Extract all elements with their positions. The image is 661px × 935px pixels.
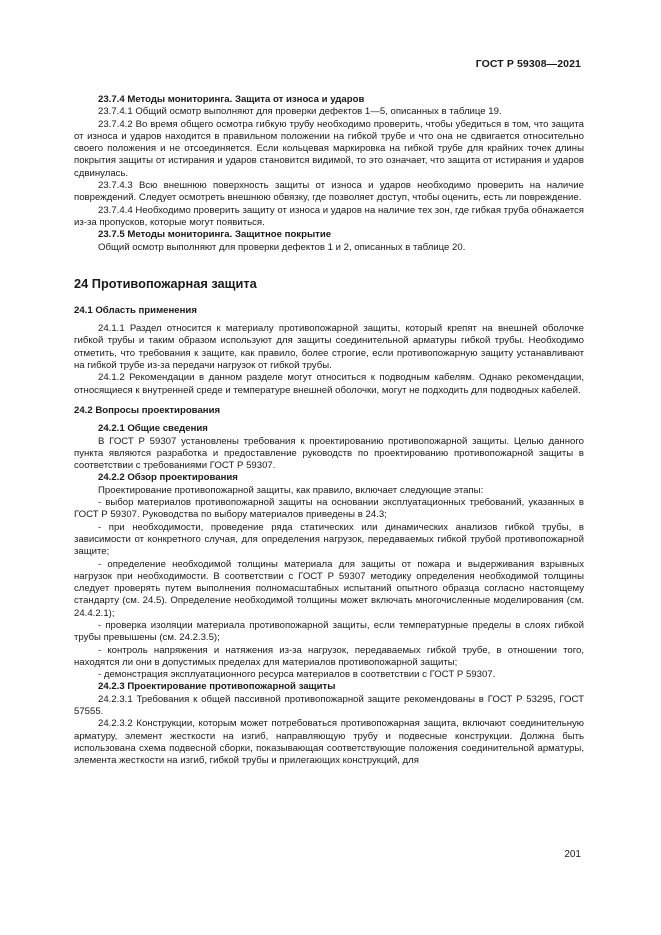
paragraph: - демонстрация эксплуатационного ресурса материалов в соответствии с ГОСТ Р 59307.: [98, 669, 496, 681]
paragraph: 24.1.2 Рекомендации в данном разделе могут относиться к подводным кабелям. Однако рекомендации, относящиеся к внутренней среде и температуре внешней оболочки, могут не подходить для подводных кабелей.: [74, 372, 584, 396]
paragraph: В ГОСТ Р 59307 установлены требования к проектированию противопожарной защиты. Целью данного пункта являются разработка и предоставление руководств по проектированию противопожарной защиты в соответствии с требованиями ГОСТ Р 59307.: [74, 435, 584, 472]
subsection-heading: 24.1 Область применения: [74, 304, 197, 316]
paragraph: - проверка изоляции материала противопожарной защиты, если температурные пределы в слоях гибкой трубы превышены (см. 24.2.3.5);: [74, 619, 584, 644]
paragraph: 23.7.4.3 Всю внешнюю поверхность защиты от износа и ударов необходимо проверить на наличие повреждений. Следует осмотреть внешнюю обвязку, где позволяет доступ, чтобы оценить, есть ли повреждение.: [74, 180, 584, 204]
document-body: [74, 94, 584, 768]
paragraph: - при необходимости, проведение ряда статических или динамических анализов гибкой трубы, в зависимости от конкретного случая, для определения нагрузок, передаваемых гибкой трубой противопожарной защите;: [74, 521, 584, 558]
subsection-heading: 24.2.1 Общие сведения: [98, 423, 208, 435]
subsection-heading: 24.2.2 Обзор проектирования: [98, 472, 238, 484]
document-header: ГОСТ Р 59308—2021: [475, 58, 581, 70]
paragraph: 24.2.3.1 Требования к общей пассивной противопожарной защите рекомендованы в ГОСТ Р 53295, ГОСТ 57555.: [74, 693, 584, 718]
subsection-heading: 24.2 Вопросы проектирования: [74, 404, 221, 416]
paragraph: - определение необходимой толщины материала для защиты от пожара и выдерживания взрывных нагрузок при необходимости. В соответствии с ГОСТ Р 59307 методику определения необходимой толщины следует проверять путем выполнения полномасштабных испытаний опытного образца согласно настоящему стандарту (см. 24.5). Определение необходимой толщины может включать многочисленные моделирования (см. 24.4.2.1);: [74, 558, 584, 619]
paragraph: 23.7.4.1 Общий осмотр выполняют для проверки дефектов 1—5, описанных в таблице 19.: [98, 106, 502, 118]
subsection-heading: 23.7.5 Методы мониторинга. Защитное покрытие: [98, 229, 332, 241]
paragraph: - выбор материалов противопожарной защиты на основании эксплуатационных требований, указанных в ГОСТ Р 59307. Руководства по выбору материалов приведены в 24.3;: [74, 497, 584, 521]
paragraph: 23.7.4.2 Во время общего осмотра гибкую трубу необходимо проверить, чтобы убедиться в том, что защита от износа и ударов находится в правильном положении на гибкой трубе и что она не сдвигается относительно своего положения и не отсоединяется. Если кольцевая маркировка на гибкой трубе для крайних точек длины покрытия защиты от истирания и ударов становится видимой, то это означает, что защита от истирания и ударов сдвинулась.: [74, 118, 584, 179]
paragraph: Общий осмотр выполняют для проверки дефектов 1 и 2, описанных в таблице 20.: [98, 241, 466, 253]
paragraph: 24.2.3.2 Конструкции, которым может потребоваться противопожарная защита, включают соединительную арматуру, элемент жесткости на изгиб, направляющую трубу и подвесные конструкции. Должна быть использована схема подвесной сборки, показывающая соответствующие положения соединительной арматуры, элемента жесткости на изгиб, гибкой трубы и прилегающих конструкций, для: [74, 718, 584, 767]
section-heading: 24 Противопожарная защита: [74, 275, 257, 291]
paragraph: - контроль напряжения и натяжения из-за нагрузок, передаваемых гибкой трубе, в отношении того, находятся ли они в допустимых пределах для материалов противопожарной защиты;: [74, 644, 584, 668]
subsection-heading: 23.7.4 Методы мониторинга. Защита от износа и ударов: [98, 94, 365, 105]
page-number: 201: [564, 849, 581, 860]
paragraph: 24.1.1 Раздел относится к материалу противопожарной защиты, который крепят на внешней оболочке гибкой трубы и таким образом используют для защиты соединительной арматуры гибкой трубы. Необходимо отметить, что требования к защите, как правило, более строгие, если противопожарную защиту устанавливают на гибкой трубе из-за передачи нагрузок от гибкой трубы.: [74, 323, 584, 372]
paragraph: Проектирование противопожарной защиты, как правило, включает следующие этапы:: [98, 484, 484, 496]
paragraph: 23.7.4.4 Необходимо проверить защиту от износа и ударов на наличие тех зон, где гибкая труба обнажается из-за пропусков, которые могут появиться.: [74, 204, 584, 228]
subsection-heading: 24.2.3 Проектирование противопожарной защиты: [98, 681, 336, 693]
